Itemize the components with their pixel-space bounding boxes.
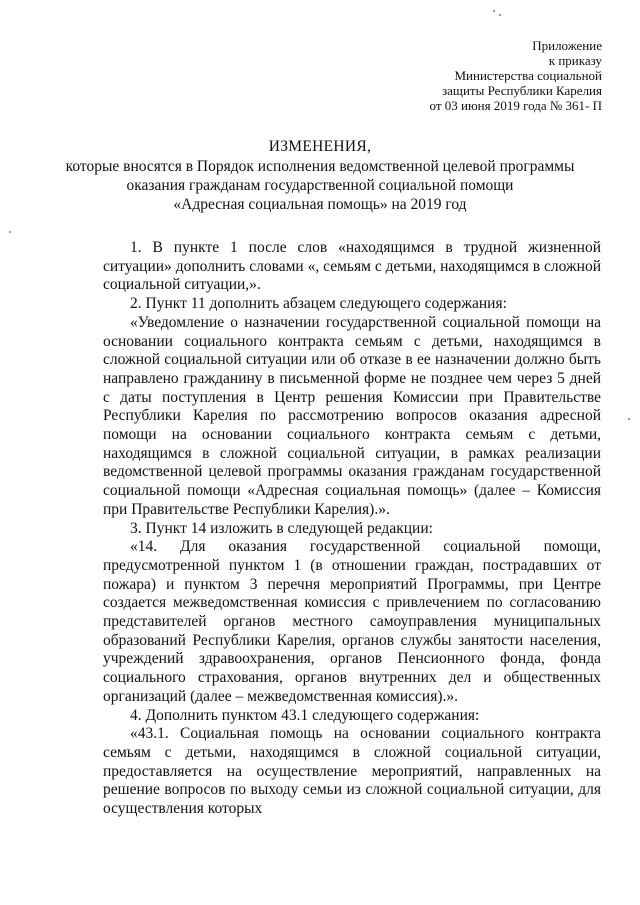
item-3-new-text: «14. Для оказания государственной социальной помощи, предусмотренной пунктом 1 (в отношении граждан, пострадавших от пожара) и пунктом 3 перечня мероприятий Программы, при Центре создается межведомственная комиссия с привлечением по согласованию представителей органов местного самоуправления муниципальных образований Республики Карелия, органов службы занятости населения, учреждений здравоохранения, органов Пенсионного фонда, фонда социального страхования, органов внутренних дел и общественных организаций (далее – межведомственная комиссия).». bbox=[103, 538, 601, 705]
attachment-line-order: к приказу bbox=[548, 53, 602, 68]
item-2-heading: 2. Пункт 11 дополнить абзацем следующего содержания: bbox=[130, 295, 507, 313]
item-3-heading: 3. Пункт 14 изложить в следующей редакции: bbox=[130, 519, 433, 537]
item-1-paragraph: 1. В пункте 1 после слов «находящимся в трудной жизненной ситуации» дополнить словами «, семьям с детьми, находящимся в сложной социальной ситуации,». bbox=[103, 239, 601, 294]
attachment-block bbox=[429, 38, 602, 113]
document-header bbox=[0, 138, 640, 214]
document-title: ИЗМЕНЕНИЯ, bbox=[268, 138, 372, 155]
attachment-line-appendix: Приложение bbox=[532, 38, 602, 53]
document-subtitle-line-1: которые вносятся в Порядок исполнения ведомственной целевой программы bbox=[65, 158, 575, 175]
item-2-inserted-text: «Уведомление о назначении государственной социальной помощи на основании социального контракта семьям с детьми, находящимся в сложной социальной ситуации или об отказе в ее назначении должно быть направлено гражданину в письменной форме не позднее чем через 5 дней с даты поступления в Центр решения Комиссии при Правительстве Республики Карелия по рассмотрению вопросов оказания адресной помощи на основании социального контракта семьям с детьми, находящимся в сложной социальной ситуации, в рамках реализации ведомственной целевой программы оказания гражданам государственной социальной помощи «Адресная социальная помощь» (далее – Комиссия при Правительстве Республики Карелия).». bbox=[103, 313, 601, 518]
item-4-new-text: «43.1. Социальная помощь на основании социального контракта семьям с детьми, находящимся в сложной социальной ситуации, предоставляется на осуществление мероприятий, направленных на решение вопросов по выходу семьи из сложной социальной ситуации, для осуществления которых bbox=[103, 725, 601, 818]
document-subtitle-line-2: оказания гражданам государственной социальной помощи bbox=[126, 177, 514, 194]
scan-speck bbox=[628, 418, 630, 420]
document-subtitle-line-3: «Адресная социальная помощь» на 2019 год bbox=[173, 196, 467, 213]
item-4-heading: 4. Дополнить пунктом 43.1 следующего содержания: bbox=[130, 706, 480, 724]
scan-speck bbox=[499, 14, 501, 16]
attachment-line-date-number: от 03 июня 2019 года № 361- П bbox=[429, 98, 602, 113]
document-body bbox=[103, 239, 601, 819]
attachment-line-ministry: Министерства социальной bbox=[454, 68, 602, 83]
scan-speck bbox=[493, 10, 495, 12]
attachment-line-ministry-name: защиты Республики Карелия bbox=[442, 83, 602, 98]
scan-speck bbox=[9, 231, 11, 233]
